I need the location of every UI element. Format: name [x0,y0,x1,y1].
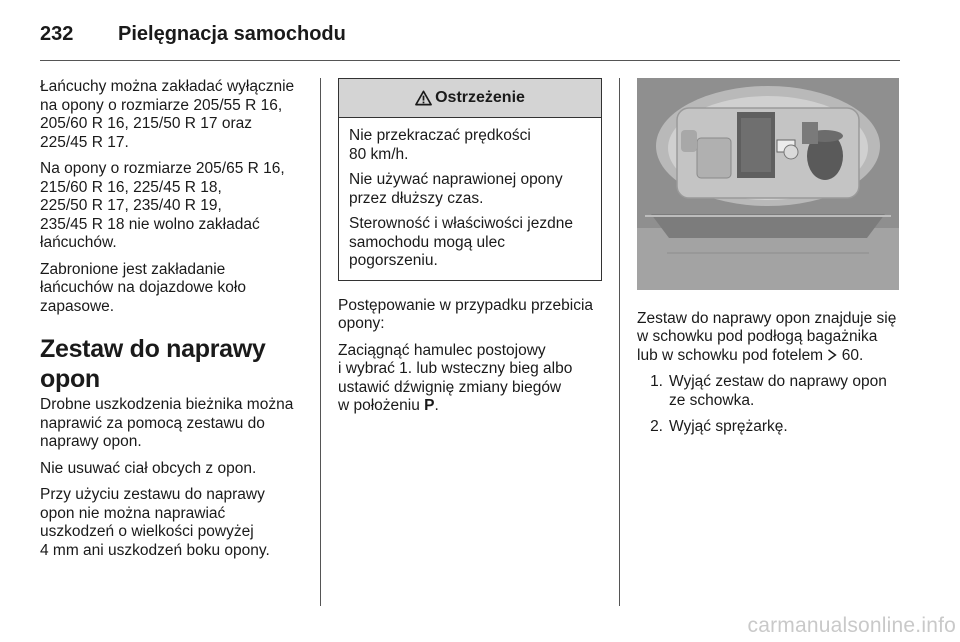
parking-brake-period: . [434,397,439,414]
paragraph-chains-allowed: Łańcuchy można zakładać wyłącznie na opony o rozmiarze 205/55 R 16, 205/60 R 16, 215/50 R 17 oraz 225/45 R 17. [40,78,295,151]
column-right [637,78,905,445]
page-header [40,14,346,54]
warning-item: Sterowność i właściwości jezdne samochodu mogą ulec pogorszeniu. [349,215,573,269]
warning-box [338,78,602,281]
paragraph-spare-wheel: Zabronione jest zakładanie łańcuchów na dojazdowe koło zapasowe. [40,260,246,315]
column-divider-2 [619,78,620,606]
steps-list [637,373,905,437]
page-reference[interactable]: 60. [841,346,864,364]
repair-kit-storage-photo [637,78,899,290]
list-item [637,373,905,410]
step-text: Wyjąć sprężarkę. [669,418,788,435]
paragraph-foreign-objects: Nie usuwać ciał obcych z opon. [40,459,257,477]
warning-triangle-icon [415,90,432,106]
page-reference-arrow-icon [827,349,837,361]
paragraph-parking-brake [338,342,604,416]
column-left [40,78,308,568]
paragraph-puncture-procedure: Postępowanie w przypadku przebicia opony: [338,296,594,332]
step-number: 1. [650,373,663,390]
gear-position-p: P [424,397,435,414]
paragraph-repair-kit-intro: Drobne uszkodzenia bieżnika można naprawić za pomocą zestawu do naprawy opon. [40,396,294,450]
paragraph-kit-location [637,310,905,366]
column-divider-1 [320,78,321,606]
warning-body [339,118,601,280]
warning-header [339,79,601,118]
kit-location-text: Zestaw do naprawy opon znajduje się w schowku pod podłogą bagażnika lub w schowku pod fotelem [637,309,897,364]
step-number: 2. [650,418,663,435]
paragraph-chains-forbidden: Na opony o rozmiarze 205/65 R 16, 215/60 R 16, 225/45 R 18, 225/50 R 17, 235/40 R 19, 235/45 R 18 nie wolno zakładać łańcuchów. [40,160,285,251]
warning-item: Nie przekraczać prędkości 80 km/h. [349,127,531,163]
step-text: Wyjąć zestaw do naprawy opon ze schowka. [669,373,887,409]
warning-item: Nie używać naprawionej opony przez dłuższy czas. [349,171,563,207]
list-item [637,418,905,437]
column-middle [338,78,604,424]
paragraph-repair-limits: Przy użyciu zestawu do naprawy opon nie można naprawiać uszkodzeń o wielkości powyżej 4 mm ani uszkodzeń boku opony. [40,486,270,559]
page-title: Pielęgnacja samochodu [118,22,346,45]
page-number: 232 [40,22,74,45]
watermark: carmanualsonline.info [747,614,956,637]
section-heading: Zestaw do naprawy opon [40,335,266,393]
warning-title: Ostrzeżenie [435,88,525,106]
parking-brake-text: Zaciągnąć hamulec postojowy i wybrać 1. lub wsteczny bieg albo ustawić dźwignię zmiany biegów w położeniu [338,341,573,414]
header-divider [40,60,900,61]
